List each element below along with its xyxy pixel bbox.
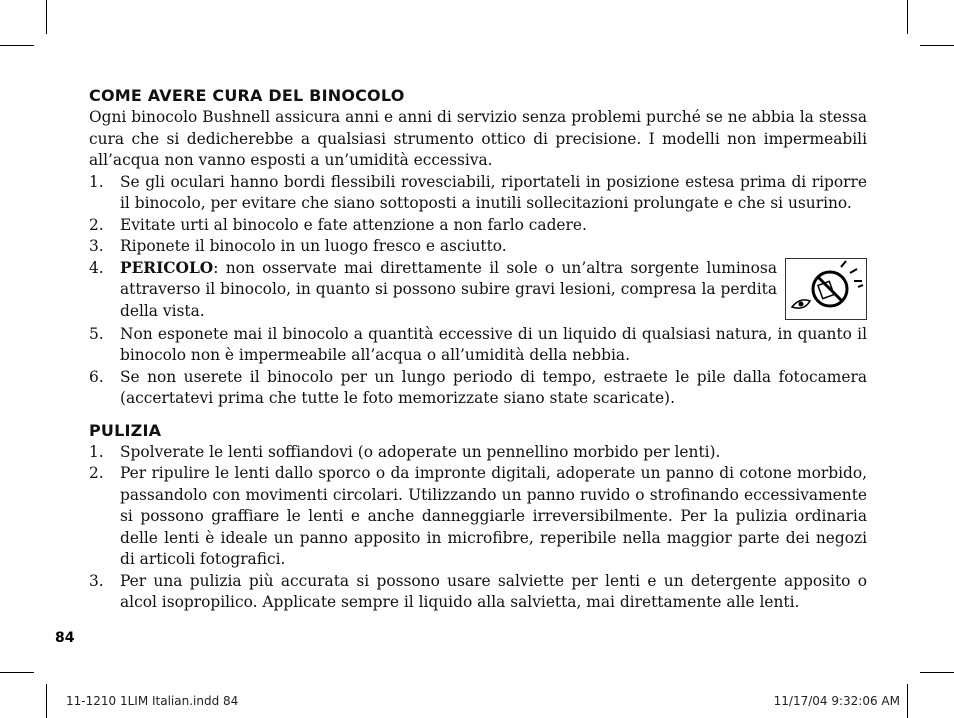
crop-mark — [46, 684, 47, 718]
section-heading-care: COME AVERE CURA DEL BINOCOLO — [89, 86, 405, 105]
list-item: 3. Riponete il binocolo in un luogo fresco e asciutto. — [89, 237, 507, 255]
list-item: 1. Spolverate le lenti soffiandovi (o adoperate un pennellino morbido per lenti). — [89, 442, 721, 461]
care-list — [89, 172, 867, 410]
crop-mark — [920, 672, 954, 673]
page-content — [89, 85, 867, 614]
section-heading-cleaning: PULIZIA — [89, 420, 162, 440]
footer-file-name: 11-1210 1LIM Italian.indd 84 — [66, 694, 239, 708]
crop-mark — [907, 0, 908, 34]
list-item: 5. Non esponete mai il binocolo a quantità eccessive di un liquido di qualsiasi natura, in quanto il binocolo non è impermeabile all’acqua o all’umidità della nebbia. — [89, 324, 867, 364]
list-item: 2. Evitate urti al binocolo e fate attenzione a non farlo cadere. — [89, 215, 587, 234]
no-sun-viewing-icon — [785, 258, 867, 320]
intro-paragraph: Ogni binocolo Bushnell assicura anni e anni di servizio senza problemi purché se ne abbia la stessa cura che si dedicherebbe a qualsiasi strumento ottico di precisione. I modelli non impermeabili all’acqua non vanno esposti a un’umidità eccessiva. — [89, 108, 867, 169]
page-number: 84 — [55, 630, 75, 646]
footer-timestamp: 11/17/04 9:32:06 AM — [773, 694, 900, 708]
crop-mark — [0, 672, 34, 673]
list-item: 6. Se non userete il binocolo per un lungo periodo di tempo, estraete le pile dalla fotocamera (accertatevi prima che tutte le foto memorizzate siano state scaricate). — [89, 367, 867, 407]
crop-mark — [46, 0, 47, 34]
crop-mark — [907, 684, 908, 718]
list-item: 3. Per una pulizia più accurata si possono usare salviette per lenti e un detergente apposito o alcol isopropilico. Applicate sempre il liquido alla salvietta, mai direttamente alle lenti. — [89, 571, 867, 611]
list-item: 1. Se gli oculari hanno bordi flessibili rovesciabili, riportateli in posizione estesa prima di riporre il binocolo, per evitare che siano sottoposti a inutili sollecitazioni prolungate e che si usurino. — [89, 172, 867, 212]
crop-mark — [920, 45, 954, 46]
crop-mark — [0, 45, 34, 46]
cleaning-list — [89, 442, 867, 614]
list-item: 2. Per ripulire le lenti dallo sporco o da impronte digitali, adoperate un panno di cotone morbido, passandolo con movimenti circolari. Utilizzando un panno ruvido o strofinando eccessivamente si possono graffiare le lenti e anche danneggiarle irreversibilmente. Per la pulizia ordinaria delle lenti è ideale un panno apposito in microfibre, reperibile nella maggior parte dei negozi di articoli fotografici. — [89, 464, 867, 568]
list-item-danger: 4. PERICOLO: non osservate mai direttamente il sole o un’altra sorgente luminosa attraverso il binocolo, in quanto si possono subire gravi lesioni, compresa la perdita della vista. — [89, 258, 867, 323]
